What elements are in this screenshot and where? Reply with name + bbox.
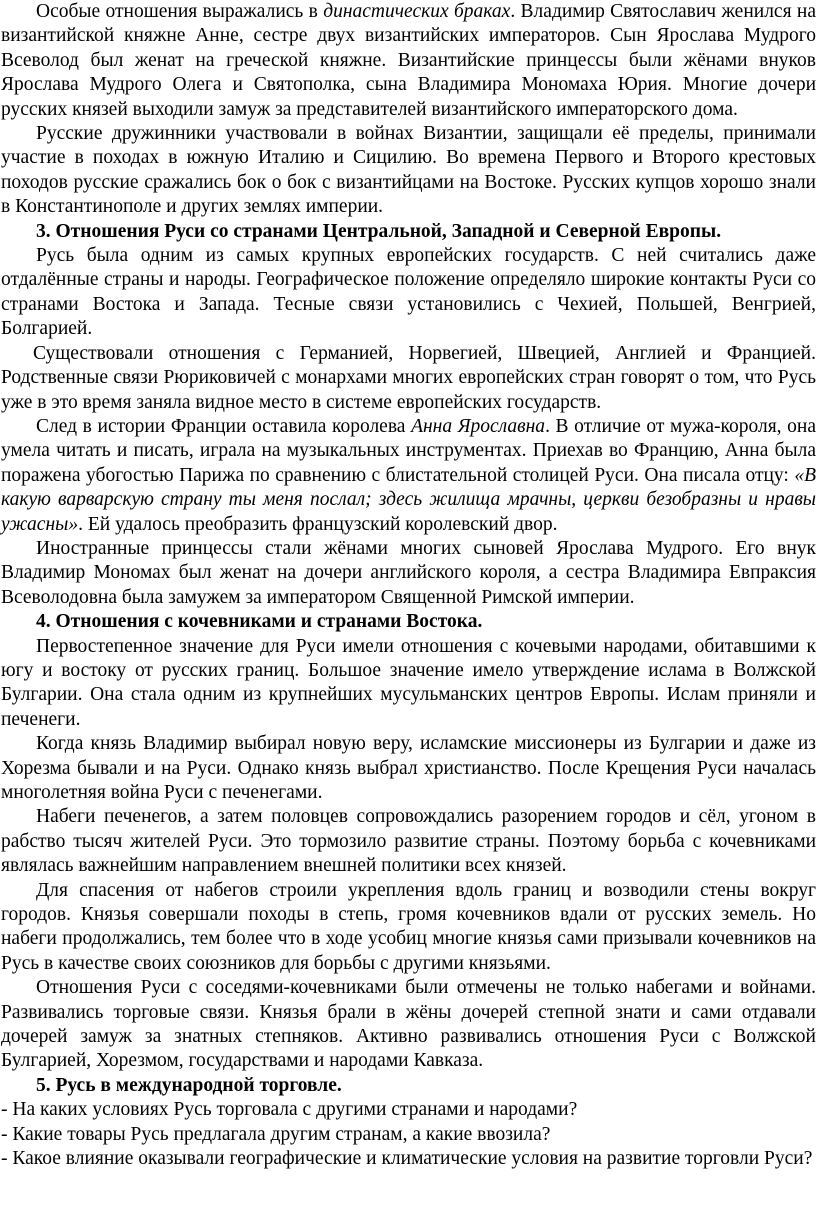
paragraph-foreign-princesses: Иностранные принцессы стали жёнами многих сыновей Ярослава Мудрого. Его внук Владимир Мономах был женат на дочери английского короля, а сестра Владимира Евпраксия Всеволодовна была замужем за императором Священной Римской империи.	[1, 537, 816, 608]
text-span: . Владимир Святославич женился на византийской княжне Анне, сестре двух византийских императоров. Сын Ярослава Мудрого Всеволод был женат на греческой княжне. Византийские принцессы были жёнами внуков Ярослава Мудрого Олега и Святополка, сына Владимира Мономаха Юрия. Многие дочери русских князей выходили замуж за представителей византийского императорского дома.	[1, 1, 816, 120]
question-item: - Какое влияние оказывали географические и климатические условия на развитие торговли Руси?	[1, 1148, 813, 1170]
section-heading-trade: 5. Русь в международной торговле.	[36, 1074, 342, 1096]
paragraph-rus-large-state: Русь была одним из самых крупных европейских государств. С ней считались даже отдалённые страны и народы. Географическое положение определяло широкие контакты Руси со странами Востока и Запада. Тесные связи установились с Чехией, Польшей, Венгрией, Болгарией.	[1, 245, 816, 340]
emphasis-dynastic-marriages: династических браках	[323, 1, 511, 22]
paragraph-defense: Для спасения от набегов строили укрепления вдоль границ и возводили стены вокруг городов. Князья совершали походы в степь, громя кочевников вдали от русских земель. Но набеги продолжались, тем более что в ходе усобиц многие князья сами призывали кочевников на Русь в качестве своих союзников для борьбы с другими князьями.	[1, 879, 816, 974]
emphasis-anna-quote: «В какую варварскую страну ты меня послал; здесь жилища мрачны, церкви безобразны и нравы ужасны»	[1, 464, 816, 535]
paragraph-anna-yaroslavna	[1, 415, 816, 537]
question-item: - На каких условиях Русь торговала с другими странами и народами?	[1, 1099, 578, 1121]
text-span: . Ей удалось преобразить французский королевский двор.	[78, 513, 558, 535]
paragraph-raids: Набеги печенегов, а затем половцев сопровождались разорением городов и сёл, угоном в рабство тысяч жителей Руси. Это тормозило развитие страны. Поэтому борьба с кочевниками являлась важнейшим направлением внешней политики всех князей.	[1, 806, 816, 877]
section-heading-nomads: 4. Отношения с кочевниками и странами Востока.	[36, 611, 483, 633]
paragraph-relations-west: Существовали отношения с Германией, Норвегией, Швецией, Англией и Францией. Родственные связи Рюриковичей с монархами многих европейских стран говорят о том, что Русь уже в это время заняла видное место в системе европейских государств.	[1, 342, 816, 413]
text-span: След в истории Франции оставила королева	[36, 415, 412, 437]
emphasis-anna-name: Анна Ярославна	[411, 415, 546, 437]
paragraph-dynastic-marriages	[1, 0, 816, 122]
paragraph-vladimir-faith: Когда князь Владимир выбирал новую веру, исламские миссионеры из Булгарии и даже из Хорезма бывали и на Руси. Однако князь выбрал христианство. После Крещения Руси началась многолетняя война Руси с печенегами.	[1, 733, 816, 803]
question-item: - Какие товары Русь предлагала другим странам, а какие ввозила?	[1, 1123, 551, 1145]
paragraph-nomads-importance: Первостепенное значение для Руси имели отношения с кочевыми народами, обитавшими к югу и востоку от русских границ. Большое значение имело утверждение ислама в Волжской Булгарии. Она стала одним из крупнейших мусульманских центров Европы. Ислам приняли и печенеги.	[1, 635, 816, 730]
text-span: Особые отношения выражались в	[36, 1, 324, 22]
paragraph-trade-relations: Отношения Руси с соседями-кочевниками были отмечены не только набегами и войнами. Развивались торговые связи. Князья брали в жёны дочерей степной знати и сами отдавали дочерей замуж за знатных степняков. Активно развивались отношения Руси с Волжской Булгарией, Хорезмом, государствами и народами Кавказа.	[1, 977, 816, 1072]
paragraph-warriors: Русские дружинники участвовали в войнах Византии, защищали её пределы, принимали участие в походах в южную Италию и Сицилию. Во времена Первого и Второго крестовых походов русские сражались бок о бок с византийцами на Востоке. Русских купцов хорошо знали в Константинополе и других землях империи.	[1, 123, 816, 218]
text-span: . В отличие от мужа-короля, она умела читать и писать, играла на музыкальных инструментах. Приехав во Францию, Анна была поражена убогостью Парижа по сравнению с блистательной столицей Руси. Она писала отцу:	[1, 415, 816, 486]
section-heading-europe: 3. Отношения Руси со странами Центральной, Западной и Северной Европы.	[36, 220, 722, 242]
